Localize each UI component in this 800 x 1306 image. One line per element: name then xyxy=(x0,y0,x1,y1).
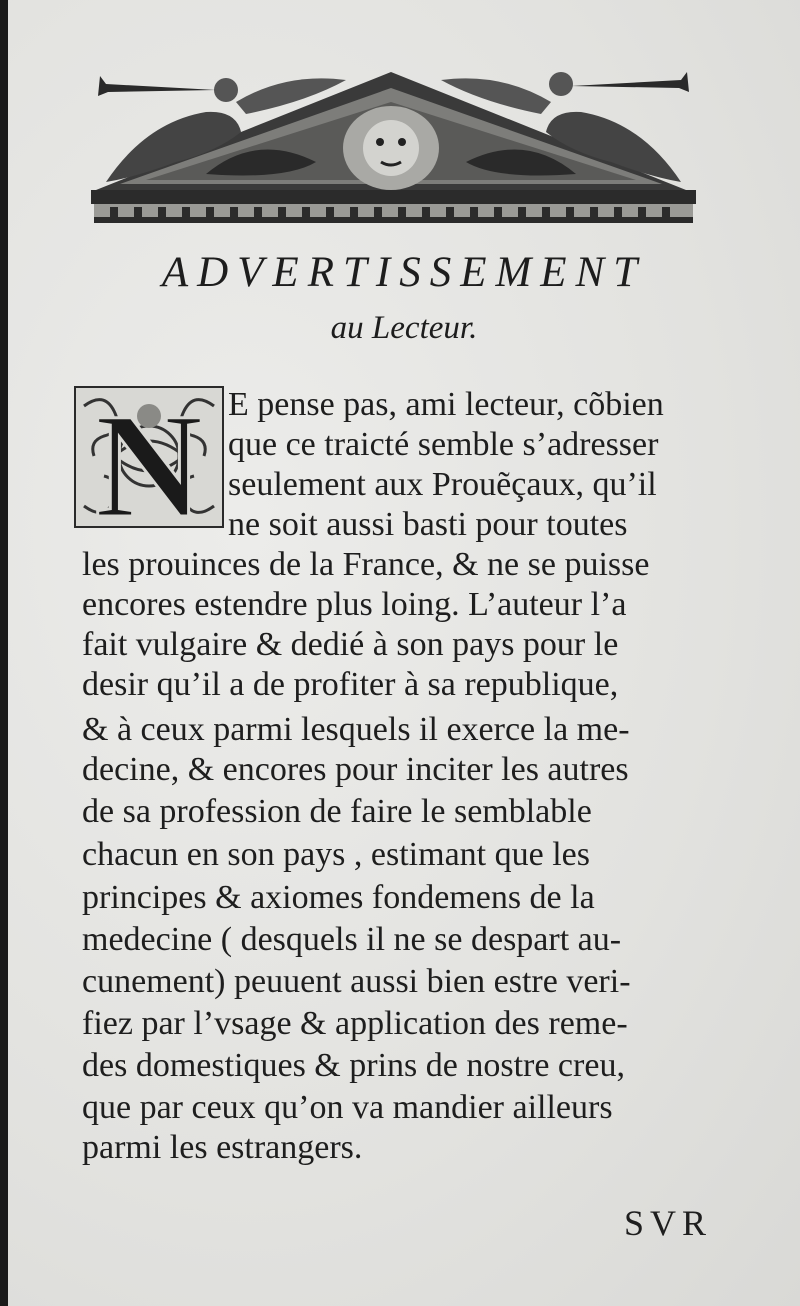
page-subtitle: au Lecteur. xyxy=(330,310,478,346)
text-line-6: encores estendre plus loing. L’auteur l’a xyxy=(82,586,627,623)
text-line-2: que ce traicté semble s’adresser xyxy=(228,426,659,463)
drop-cap-letter: N xyxy=(94,386,204,528)
text-line-5: les prouinces de la France, & ne se puisse xyxy=(82,546,650,583)
text-line-8: desir qu’il a de profiter à sa republique, xyxy=(82,666,619,703)
text-line-4: ne soit aussi basti pour toutes xyxy=(228,506,628,543)
text-line-17: des domestiques & prins de nostre creu, xyxy=(82,1047,625,1084)
text-line-11: de sa profession de faire le semblable xyxy=(82,793,592,830)
text-line-16: fiez par l’vsage & application des reme- xyxy=(82,1005,628,1042)
text-line-9: & à ceux parmi lesquels il exerce la me- xyxy=(82,711,630,748)
text-line-7: fait vulgaire & dedié à son pays pour le xyxy=(82,626,619,663)
page-title: ADVERTISSEMENT xyxy=(161,249,647,296)
text-line-1: E pense pas, ami lecteur, cõbien xyxy=(228,386,664,423)
text-line-10: decine, & encores pour inciter les autres xyxy=(82,751,629,788)
ornamental-headpiece xyxy=(86,62,701,227)
decorated-initial-icon xyxy=(74,386,224,528)
text-line-12: chacun en son pays , estimant que les xyxy=(82,836,590,873)
text-line-15: cunement) peuuent aussi bien estre veri- xyxy=(82,963,631,1000)
text-line-19: parmi les estrangers. xyxy=(82,1129,363,1166)
book-page xyxy=(8,0,800,1306)
text-line-3: seulement aux Prouẽçaux, qu’il xyxy=(228,466,657,503)
text-line-18: que par ceux qu’on va mandier ailleurs xyxy=(82,1089,613,1126)
catchword: SVR xyxy=(624,1203,713,1243)
text-line-14: medecine ( desquels il ne se despart au- xyxy=(82,921,622,958)
text-line-13: principes & axiomes fondemens de la xyxy=(82,879,595,916)
